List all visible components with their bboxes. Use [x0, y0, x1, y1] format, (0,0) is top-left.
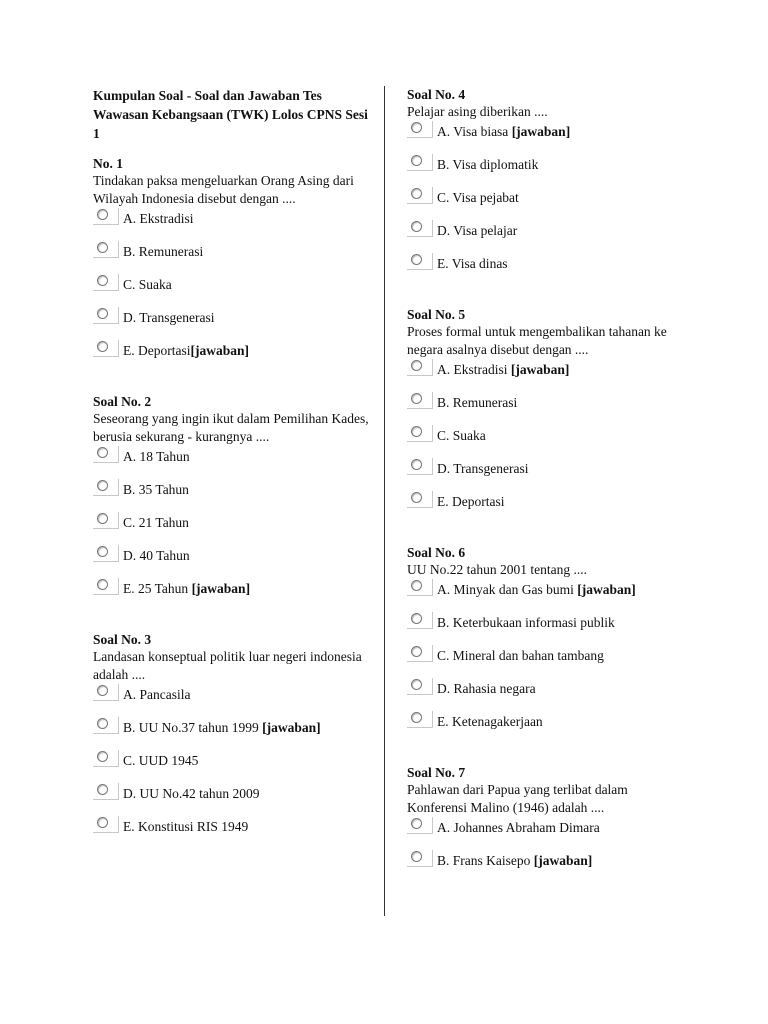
option-label-container: [437, 461, 529, 477]
option-label: A. Pancasila: [123, 687, 191, 702]
radio-button-icon[interactable]: [407, 678, 433, 695]
answer-option[interactable]: [407, 154, 689, 187]
question-list-left: [93, 155, 375, 849]
answer-option[interactable]: [407, 612, 689, 645]
option-label: B. Keterbukaan informasi publik: [437, 615, 615, 630]
answer-option[interactable]: [93, 545, 375, 578]
question-list-right: [407, 86, 689, 883]
question-5: [407, 306, 689, 524]
radio-button-icon[interactable]: [93, 208, 119, 225]
option-label-container: [123, 753, 198, 769]
answer-tag: [jawaban]: [577, 582, 636, 597]
option-label: D. Transgenerasi: [437, 461, 529, 476]
question-number: Soal No. 7: [407, 765, 466, 780]
option-label-container: [123, 786, 260, 802]
answer-option[interactable]: [93, 578, 375, 611]
option-label-container: [437, 820, 600, 836]
radio-button-icon[interactable]: [93, 717, 119, 734]
option-label-container: [123, 687, 190, 703]
answer-option[interactable]: [407, 121, 689, 154]
question-text: Landasan konseptual politik luar negeri indonesia adalah ....: [93, 649, 362, 682]
answer-option[interactable]: [407, 817, 689, 850]
option-label-container: [437, 223, 517, 239]
radio-button-icon[interactable]: [407, 645, 433, 662]
option-label-container: [123, 581, 250, 597]
radio-button-icon[interactable]: [93, 479, 119, 496]
answer-option[interactable]: [93, 479, 375, 512]
answer-option[interactable]: [407, 711, 689, 744]
option-label-container: [437, 256, 508, 272]
answer-tag: [jawaban]: [533, 853, 593, 868]
option-label-container: [437, 648, 604, 664]
option-label: B. Remunerasi: [123, 244, 204, 259]
option-label-container: [123, 819, 248, 835]
answer-tag: [jawaban]: [191, 581, 251, 596]
option-label-container: [123, 482, 189, 498]
column-divider: [384, 86, 385, 916]
option-label: D. Rahasia negara: [437, 681, 536, 696]
answer-option[interactable]: [407, 253, 689, 286]
option-label: E. Ketenagakerjaan: [437, 714, 543, 729]
option-label: A. Ekstradisi: [123, 211, 194, 226]
answer-option[interactable]: [93, 512, 375, 545]
question-text: Pahlawan dari Papua yang terlibat dalam Konferensi Malino (1946) adalah ....: [407, 782, 628, 815]
question-1: [93, 155, 375, 373]
option-label-container: [437, 395, 517, 411]
option-label: E. Deportasi: [123, 343, 191, 358]
option-label: A. Ekstradisi: [437, 362, 511, 377]
option-label: D. 40 Tahun: [123, 548, 190, 563]
answer-option[interactable]: [407, 392, 689, 425]
option-label-container: [437, 362, 569, 378]
answer-option[interactable]: [407, 187, 689, 220]
option-label: D. Transgenerasi: [123, 310, 215, 325]
option-label-container: [437, 681, 536, 697]
answer-tag: [jawaban]: [511, 124, 571, 139]
radio-button-icon[interactable]: [407, 220, 433, 237]
question-7: [407, 764, 689, 883]
radio-button-icon[interactable]: [93, 545, 119, 562]
answer-option[interactable]: [407, 579, 689, 612]
option-label-container: [437, 714, 543, 730]
option-label: A. Visa biasa: [437, 124, 512, 139]
question-2: [93, 393, 375, 611]
answer-option[interactable]: [407, 850, 689, 883]
answer-option[interactable]: [93, 274, 375, 307]
radio-button-icon[interactable]: [93, 578, 119, 595]
option-label: C. UUD 1945: [123, 753, 199, 768]
question-number: Soal No. 5: [407, 307, 466, 322]
option-label-container: [437, 494, 504, 510]
radio-button-icon[interactable]: [407, 392, 433, 409]
option-label-container: [123, 343, 249, 359]
option-label-container: [437, 190, 519, 206]
option-label: E. Visa dinas: [437, 256, 508, 271]
option-label-container: [123, 720, 321, 736]
answer-option[interactable]: [407, 491, 689, 524]
radio-button-icon[interactable]: [93, 512, 119, 529]
radio-button-icon[interactable]: [407, 612, 433, 629]
radio-button-icon[interactable]: [407, 711, 433, 728]
answer-option[interactable]: [93, 307, 375, 340]
radio-button-icon[interactable]: [407, 850, 433, 867]
answer-option[interactable]: [93, 208, 375, 241]
question-number: Soal No. 6: [407, 545, 466, 560]
radio-button-icon[interactable]: [407, 121, 433, 138]
question-number: Soal No. 2: [93, 394, 152, 409]
option-label: C. Mineral dan bahan tambang: [437, 648, 604, 663]
radio-button-icon[interactable]: [93, 307, 119, 324]
answer-option[interactable]: [93, 684, 375, 717]
question-number: No. 1: [93, 156, 123, 171]
option-label-container: [437, 428, 486, 444]
radio-button-icon[interactable]: [93, 241, 119, 258]
option-label: A. Minyak dan Gas bumi: [437, 582, 578, 597]
option-label-container: [123, 277, 172, 293]
option-label: A. Johannes Abraham Dimara: [437, 820, 600, 835]
answer-option[interactable]: [93, 241, 375, 274]
question-text: Proses formal untuk mengembalikan tahanan ke negara asalnya disebut dengan ....: [407, 324, 667, 357]
option-label: C. 21 Tahun: [123, 515, 189, 530]
option-label: E. 25 Tahun: [123, 581, 192, 596]
option-label-container: [123, 548, 190, 564]
question-text: Pelajar asing diberikan ....: [407, 104, 548, 119]
option-label: A. 18 Tahun: [123, 449, 190, 464]
radio-button-icon[interactable]: [407, 425, 433, 442]
radio-button-icon[interactable]: [93, 446, 119, 463]
answer-option[interactable]: [93, 340, 375, 373]
left-column: [93, 86, 375, 849]
radio-button-icon[interactable]: [93, 684, 119, 701]
answer-option[interactable]: [93, 750, 375, 783]
question-6: [407, 544, 689, 744]
radio-button-icon[interactable]: [93, 274, 119, 291]
question-text: Tindakan paksa mengeluarkan Orang Asing dari Wilayah Indonesia disebut dengan ....: [93, 173, 354, 206]
radio-button-icon[interactable]: [93, 816, 119, 833]
option-label: E. Deportasi: [437, 494, 505, 509]
radio-button-icon[interactable]: [93, 340, 119, 357]
answer-option[interactable]: [93, 717, 375, 750]
option-label-container: [437, 157, 538, 173]
question-number: Soal No. 4: [407, 87, 466, 102]
option-label: B. Visa diplomatik: [437, 157, 539, 172]
radio-button-icon[interactable]: [407, 253, 433, 270]
option-label: D. Visa pelajar: [437, 223, 518, 238]
option-label: C. Suaka: [123, 277, 172, 292]
answer-option[interactable]: [407, 220, 689, 253]
right-column: [407, 86, 689, 883]
radio-button-icon[interactable]: [407, 154, 433, 171]
answer-option[interactable]: [93, 446, 375, 479]
option-label-container: [123, 449, 190, 465]
answer-option[interactable]: [407, 425, 689, 458]
question-number: Soal No. 3: [93, 632, 152, 647]
option-label-container: [437, 853, 592, 869]
option-label-container: [437, 615, 615, 631]
option-label: D. UU No.42 tahun 2009: [123, 786, 260, 801]
question-4: [407, 86, 689, 286]
option-label: B. UU No.37 tahun 1999: [123, 720, 263, 735]
radio-button-icon[interactable]: [93, 750, 119, 767]
option-label-container: [123, 211, 194, 227]
question-3: [93, 631, 375, 849]
option-label: B. 35 Tahun: [123, 482, 189, 497]
radio-button-icon[interactable]: [407, 817, 433, 834]
radio-button-icon[interactable]: [407, 187, 433, 204]
option-label-container: [123, 310, 215, 326]
radio-button-icon[interactable]: [93, 783, 119, 800]
answer-option[interactable]: [407, 359, 689, 392]
option-label: B. Frans Kaisepo: [437, 853, 534, 868]
answer-option[interactable]: [93, 816, 375, 849]
answer-option[interactable]: [407, 458, 689, 491]
answer-option[interactable]: [407, 645, 689, 678]
option-label-container: [123, 515, 189, 531]
answer-tag: [jawaban]: [190, 343, 249, 358]
question-text: Seseorang yang ingin ikut dalam Pemilihan Kades, berusia sekurang - kurangnya ....: [93, 411, 369, 444]
option-label: B. Remunerasi: [437, 395, 518, 410]
answer-option[interactable]: [407, 678, 689, 711]
option-label: E. Konstitusi RIS 1949: [123, 819, 249, 834]
option-label: C. Suaka: [437, 428, 486, 443]
radio-button-icon[interactable]: [407, 458, 433, 475]
radio-button-icon[interactable]: [407, 491, 433, 508]
answer-tag: [jawaban]: [510, 362, 570, 377]
answer-tag: [jawaban]: [262, 720, 321, 735]
option-label-container: [123, 244, 203, 260]
option-label-container: [437, 124, 570, 140]
radio-button-icon[interactable]: [407, 579, 433, 596]
question-text: UU No.22 tahun 2001 tentang ....: [407, 562, 587, 577]
option-label-container: [437, 582, 636, 598]
option-label: C. Visa pejabat: [437, 190, 519, 205]
document-title: Kumpulan Soal - Soal dan Jawaban Tes Wawasan Kebangsaan (TWK) Lolos CPNS Sesi 1: [93, 88, 368, 141]
answer-option[interactable]: [93, 783, 375, 816]
radio-button-icon[interactable]: [407, 359, 433, 376]
